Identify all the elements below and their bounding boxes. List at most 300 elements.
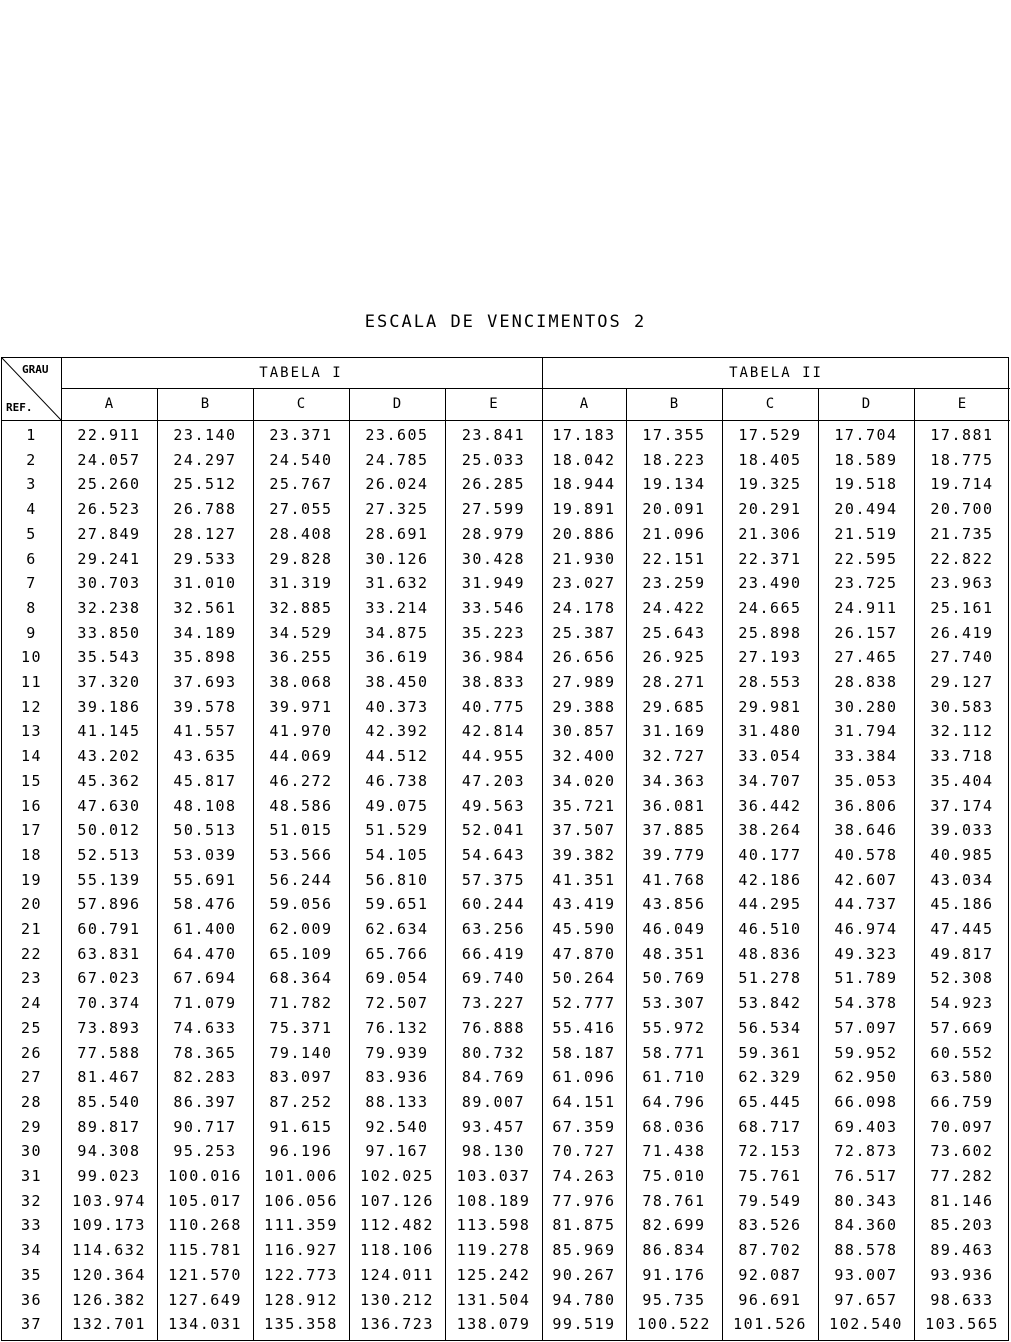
table-row — [2, 1214, 1010, 1237]
value-cell: 46.738 — [365, 771, 429, 790]
value-cell: 46.049 — [642, 920, 706, 938]
value-cell: 89.007 — [461, 1092, 526, 1111]
table-row — [2, 696, 1010, 719]
value-cell: 63.256 — [461, 920, 526, 938]
value-cell: 73.602 — [930, 1142, 994, 1161]
value-cell: 18.775 — [930, 450, 994, 469]
value-cell: 26.788 — [173, 500, 237, 519]
value-cell: 30.428 — [461, 549, 526, 568]
value-cell: 36.806 — [834, 796, 898, 815]
ref-cell: 27 — [20, 1068, 43, 1087]
table-row — [2, 770, 1010, 793]
column-header-tabela-1-b: B — [200, 396, 210, 412]
value-cell: 40.775 — [461, 697, 526, 716]
value-cell: 52.308 — [930, 969, 994, 988]
value-cell: 27.055 — [269, 500, 333, 519]
value-cell: 43.202 — [77, 747, 141, 766]
value-cell: 65.109 — [269, 944, 333, 963]
value-cell: 23.490 — [738, 574, 802, 593]
value-cell: 26.285 — [461, 475, 526, 494]
value-cell: 50.264 — [552, 969, 616, 988]
table-row — [2, 819, 1010, 842]
value-cell: 23.371 — [269, 426, 333, 444]
value-cell: 95.735 — [642, 1290, 706, 1309]
value-cell: 36.984 — [461, 648, 526, 667]
value-cell: 59.952 — [834, 1043, 898, 1062]
value-cell: 56.534 — [738, 1018, 802, 1037]
value-cell: 24.297 — [173, 450, 237, 469]
table-row — [2, 424, 1010, 447]
value-cell: 38.833 — [461, 673, 526, 691]
value-cell: 62.950 — [834, 1068, 898, 1087]
value-cell: 62.634 — [365, 920, 429, 938]
value-cell: 28.127 — [173, 524, 237, 543]
value-cell: 83.936 — [365, 1068, 429, 1087]
table-row — [2, 745, 1010, 768]
value-cell: 90.267 — [552, 1265, 616, 1284]
value-cell: 107.126 — [360, 1191, 434, 1210]
value-cell: 23.725 — [834, 574, 898, 593]
ref-cell: 15 — [20, 771, 43, 790]
value-cell: 78.365 — [173, 1043, 237, 1062]
value-cell: 58.187 — [552, 1043, 616, 1062]
value-cell: 42.186 — [738, 870, 802, 889]
value-cell: 17.183 — [552, 426, 616, 444]
value-cell: 119.278 — [456, 1241, 531, 1260]
value-cell: 41.557 — [173, 722, 237, 741]
value-cell: 98.633 — [930, 1290, 994, 1309]
column-header-tabela-2-a: A — [579, 396, 589, 412]
value-cell: 34.189 — [173, 623, 237, 642]
value-cell: 109.173 — [72, 1216, 146, 1235]
value-cell: 126.382 — [72, 1290, 146, 1309]
ref-cell: 13 — [20, 722, 43, 741]
value-cell: 43.635 — [173, 747, 237, 766]
value-cell: 29.685 — [642, 697, 706, 716]
value-cell: 29.533 — [173, 549, 237, 568]
ref-cell: 1 — [26, 426, 37, 444]
value-cell: 19.891 — [552, 500, 616, 519]
group-header-tabela-2: TABELA II — [729, 365, 823, 381]
value-cell: 37.174 — [930, 796, 994, 815]
value-cell: 50.012 — [77, 821, 141, 840]
value-cell: 53.842 — [738, 994, 802, 1013]
value-cell: 46.272 — [269, 771, 333, 790]
value-cell: 58.771 — [642, 1043, 706, 1062]
value-cell: 114.632 — [72, 1241, 146, 1260]
ref-cell: 31 — [20, 1167, 43, 1185]
value-cell: 19.325 — [738, 475, 802, 494]
value-cell: 72.507 — [365, 994, 429, 1013]
value-cell: 111.359 — [264, 1216, 338, 1235]
ref-cell: 36 — [20, 1290, 43, 1309]
value-cell: 79.140 — [269, 1043, 333, 1062]
value-cell: 27.325 — [365, 500, 429, 519]
ref-cell: 28 — [20, 1092, 43, 1111]
value-cell: 27.740 — [930, 648, 994, 667]
value-cell: 37.885 — [642, 821, 706, 840]
value-cell: 35.898 — [173, 648, 237, 667]
value-cell: 30.703 — [77, 574, 141, 593]
value-cell: 59.361 — [738, 1043, 802, 1062]
value-cell: 28.553 — [738, 673, 802, 691]
value-cell: 39.033 — [930, 821, 994, 840]
value-cell: 18.405 — [738, 450, 802, 469]
value-cell: 23.140 — [173, 426, 237, 444]
value-cell: 54.378 — [834, 994, 898, 1013]
value-cell: 81.467 — [77, 1068, 141, 1087]
value-cell: 65.445 — [738, 1092, 802, 1111]
value-cell: 70.097 — [930, 1117, 994, 1136]
value-cell: 76.132 — [365, 1018, 429, 1037]
value-cell: 49.817 — [930, 944, 994, 963]
value-cell: 45.590 — [552, 920, 616, 938]
value-cell: 51.278 — [738, 969, 802, 988]
value-cell: 47.203 — [461, 771, 526, 790]
value-cell: 52.777 — [552, 994, 616, 1013]
body-divider — [2, 420, 1010, 421]
value-cell: 33.384 — [834, 747, 898, 766]
value-cell: 42.392 — [365, 722, 429, 741]
value-cell: 74.633 — [173, 1018, 237, 1037]
table-row — [2, 1091, 1010, 1114]
table-row — [2, 473, 1010, 496]
value-cell: 118.106 — [360, 1241, 434, 1260]
value-cell: 46.974 — [834, 920, 898, 938]
value-cell: 63.831 — [77, 944, 141, 963]
value-cell: 122.773 — [264, 1265, 338, 1284]
value-cell: 64.470 — [173, 944, 237, 963]
ref-cell: 26 — [20, 1043, 43, 1062]
value-cell: 52.513 — [77, 845, 141, 864]
value-cell: 48.351 — [642, 944, 706, 963]
value-cell: 30.280 — [834, 697, 898, 716]
value-cell: 25.898 — [738, 623, 802, 642]
value-cell: 22.371 — [738, 549, 802, 568]
table-row — [2, 918, 1010, 941]
column-header-tabela-2-c: C — [765, 396, 775, 412]
value-cell: 91.176 — [642, 1265, 706, 1284]
value-cell: 25.260 — [77, 475, 141, 494]
value-cell: 35.543 — [77, 648, 141, 667]
value-cell: 40.578 — [834, 845, 898, 864]
value-cell: 30.857 — [552, 722, 616, 741]
value-cell: 77.282 — [930, 1167, 994, 1185]
value-cell: 54.643 — [461, 845, 526, 864]
value-cell: 48.586 — [269, 796, 333, 815]
value-cell: 58.476 — [173, 895, 237, 914]
table-row — [2, 943, 1010, 966]
value-cell: 59.056 — [269, 895, 333, 914]
value-cell: 32.727 — [642, 747, 706, 766]
value-cell: 31.319 — [269, 574, 333, 593]
value-cell: 83.526 — [738, 1216, 802, 1235]
value-cell: 60.244 — [461, 895, 526, 914]
value-cell: 56.810 — [365, 870, 429, 889]
value-cell: 33.718 — [930, 747, 994, 766]
value-cell: 83.097 — [269, 1068, 333, 1087]
value-cell: 66.759 — [930, 1092, 994, 1111]
table-row — [2, 893, 1010, 916]
value-cell: 37.320 — [77, 673, 141, 691]
value-cell: 72.153 — [738, 1142, 802, 1161]
value-cell: 62.009 — [269, 920, 333, 938]
value-cell: 81.875 — [552, 1216, 616, 1235]
value-cell: 68.364 — [269, 969, 333, 988]
value-cell: 32.561 — [173, 598, 237, 617]
value-cell: 28.979 — [461, 524, 526, 543]
value-cell: 47.630 — [77, 796, 141, 815]
value-cell: 73.893 — [77, 1018, 141, 1037]
value-cell: 45.817 — [173, 771, 237, 790]
value-cell: 67.359 — [552, 1117, 616, 1136]
value-cell: 59.651 — [365, 895, 429, 914]
table-row — [2, 1017, 1010, 1040]
value-cell: 42.607 — [834, 870, 898, 889]
value-cell: 54.105 — [365, 845, 429, 864]
table-row — [2, 548, 1010, 571]
value-cell: 80.732 — [461, 1043, 526, 1062]
table-row — [2, 523, 1010, 546]
value-cell: 108.189 — [456, 1191, 531, 1210]
value-cell: 40.985 — [930, 845, 994, 864]
value-cell: 41.970 — [269, 722, 333, 741]
value-cell: 84.769 — [461, 1068, 526, 1087]
value-cell: 40.373 — [365, 697, 429, 716]
value-cell: 79.939 — [365, 1043, 429, 1062]
value-cell: 57.669 — [930, 1018, 994, 1037]
value-cell: 47.445 — [930, 920, 994, 938]
value-cell: 85.203 — [930, 1216, 994, 1235]
value-cell: 52.041 — [461, 821, 526, 840]
value-cell: 125.242 — [456, 1265, 531, 1284]
value-cell: 17.529 — [738, 426, 802, 444]
value-cell: 106.056 — [264, 1191, 338, 1210]
value-cell: 39.382 — [552, 845, 616, 864]
value-cell: 80.343 — [834, 1191, 898, 1210]
ref-cell: 20 — [20, 895, 43, 914]
table-row — [2, 967, 1010, 990]
value-cell: 31.632 — [365, 574, 429, 593]
value-cell: 26.024 — [365, 475, 429, 494]
table-row — [2, 1313, 1010, 1336]
column-header-tabela-2-d: D — [861, 396, 871, 412]
value-cell: 21.735 — [930, 524, 994, 543]
value-cell: 64.796 — [642, 1092, 706, 1111]
value-cell: 36.619 — [365, 648, 429, 667]
value-cell: 77.976 — [552, 1191, 616, 1210]
value-cell: 43.856 — [642, 895, 706, 914]
ref-cell: 37 — [20, 1315, 43, 1334]
column-header-tabela-1-a: A — [104, 396, 114, 412]
value-cell: 50.769 — [642, 969, 706, 988]
value-cell: 39.971 — [269, 697, 333, 716]
value-cell: 18.944 — [552, 475, 616, 494]
value-cell: 97.167 — [365, 1142, 429, 1161]
value-cell: 70.727 — [552, 1142, 616, 1161]
value-cell: 86.397 — [173, 1092, 237, 1111]
value-cell: 136.723 — [360, 1315, 434, 1334]
value-cell: 35.223 — [461, 623, 526, 642]
value-cell: 41.351 — [552, 870, 616, 889]
value-cell: 85.969 — [552, 1241, 616, 1260]
ref-cell: 23 — [20, 969, 43, 988]
column-header-tabela-2-e: E — [957, 396, 967, 412]
value-cell: 51.529 — [365, 821, 429, 840]
value-cell: 132.701 — [72, 1315, 146, 1334]
value-cell: 61.400 — [173, 920, 237, 938]
value-cell: 68.036 — [642, 1117, 706, 1136]
value-cell: 46.510 — [738, 920, 802, 938]
value-cell: 61.710 — [642, 1068, 706, 1087]
value-cell: 49.075 — [365, 796, 429, 815]
ref-label: REF. — [6, 401, 33, 414]
value-cell: 128.912 — [264, 1290, 338, 1309]
value-cell: 34.875 — [365, 623, 429, 642]
value-cell: 87.252 — [269, 1092, 333, 1111]
table-row — [2, 1190, 1010, 1213]
value-cell: 36.081 — [642, 796, 706, 815]
value-cell: 18.223 — [642, 450, 706, 469]
value-cell: 97.657 — [834, 1290, 898, 1309]
value-cell: 19.714 — [930, 475, 994, 494]
value-cell: 93.007 — [834, 1265, 898, 1284]
value-cell: 93.457 — [461, 1117, 526, 1136]
value-cell: 24.540 — [269, 450, 333, 469]
value-cell: 20.291 — [738, 500, 802, 519]
table-row — [2, 1289, 1010, 1312]
ref-cell: 16 — [20, 796, 43, 815]
value-cell: 20.494 — [834, 500, 898, 519]
value-cell: 27.989 — [552, 673, 616, 691]
value-cell: 71.782 — [269, 994, 333, 1013]
value-cell: 120.364 — [72, 1265, 146, 1284]
value-cell: 24.057 — [77, 450, 141, 469]
value-cell: 24.785 — [365, 450, 429, 469]
value-cell: 41.145 — [77, 722, 141, 741]
ref-cell: 24 — [20, 994, 43, 1013]
value-cell: 57.097 — [834, 1018, 898, 1037]
value-cell: 51.015 — [269, 821, 333, 840]
value-cell: 68.717 — [738, 1117, 802, 1136]
value-cell: 23.841 — [461, 426, 526, 444]
table-row — [2, 671, 1010, 694]
value-cell: 45.186 — [930, 895, 994, 914]
value-cell: 36.442 — [738, 796, 802, 815]
value-cell: 55.691 — [173, 870, 237, 889]
table-row — [2, 844, 1010, 867]
table-row — [2, 572, 1010, 595]
column-header-tabela-1-e: E — [489, 396, 498, 412]
ref-cell: 8 — [26, 598, 37, 617]
value-cell: 38.264 — [738, 821, 802, 840]
ref-cell: 4 — [26, 500, 37, 519]
value-cell: 24.178 — [552, 598, 616, 617]
value-cell: 55.972 — [642, 1018, 706, 1037]
value-cell: 76.517 — [834, 1167, 898, 1185]
value-cell: 28.691 — [365, 524, 429, 543]
value-cell: 94.308 — [77, 1142, 141, 1161]
ref-cell: 14 — [20, 747, 43, 766]
value-cell: 115.781 — [168, 1241, 242, 1260]
value-cell: 23.605 — [365, 426, 429, 444]
value-cell: 17.704 — [834, 426, 898, 444]
value-cell: 89.817 — [77, 1117, 141, 1136]
ref-cell: 32 — [20, 1191, 43, 1210]
value-cell: 21.306 — [738, 524, 802, 543]
value-cell: 22.151 — [642, 549, 706, 568]
value-cell: 38.450 — [365, 673, 429, 691]
ref-cell: 11 — [20, 673, 43, 691]
value-cell: 67.694 — [173, 969, 237, 988]
value-cell: 22.822 — [930, 549, 994, 568]
value-cell: 25.387 — [552, 623, 616, 642]
value-cell: 70.374 — [77, 994, 141, 1013]
value-cell: 60.791 — [77, 920, 141, 938]
value-cell: 27.193 — [738, 648, 802, 667]
value-cell: 28.271 — [642, 673, 706, 691]
table-row — [2, 646, 1010, 669]
value-cell: 44.737 — [834, 895, 898, 914]
value-cell: 127.649 — [168, 1290, 242, 1309]
value-cell: 25.512 — [173, 475, 237, 494]
value-cell: 44.069 — [269, 747, 333, 766]
column-header-tabela-2-b: B — [669, 396, 679, 412]
value-cell: 100.016 — [168, 1167, 242, 1185]
value-cell: 23.963 — [930, 574, 994, 593]
page-title: ESCALA DE VENCIMENTOS 2 — [364, 312, 647, 332]
value-cell: 60.552 — [930, 1043, 994, 1062]
value-cell: 53.566 — [269, 845, 333, 864]
value-cell: 31.169 — [642, 722, 706, 741]
ref-cell: 6 — [26, 549, 37, 568]
value-cell: 44.512 — [365, 747, 429, 766]
value-cell: 32.400 — [552, 747, 616, 766]
ref-cell: 17 — [20, 821, 43, 840]
value-cell: 43.419 — [552, 895, 616, 914]
value-cell: 37.693 — [173, 673, 237, 691]
value-cell: 39.779 — [642, 845, 706, 864]
value-cell: 19.134 — [642, 475, 706, 494]
table-row — [2, 1239, 1010, 1262]
value-cell: 37.507 — [552, 821, 616, 840]
ref-cell: 7 — [26, 574, 37, 593]
ref-cell: 5 — [26, 524, 37, 543]
table-row — [2, 869, 1010, 892]
value-cell: 42.814 — [461, 722, 526, 741]
value-cell: 116.927 — [264, 1241, 338, 1260]
value-cell: 71.079 — [173, 994, 237, 1013]
value-cell: 31.480 — [738, 722, 802, 741]
table-row — [2, 1042, 1010, 1065]
value-cell: 89.463 — [930, 1241, 994, 1260]
value-cell: 91.615 — [269, 1117, 333, 1136]
value-cell: 74.263 — [552, 1167, 616, 1185]
value-cell: 24.665 — [738, 598, 802, 617]
value-cell: 21.096 — [642, 524, 706, 543]
value-cell: 92.540 — [365, 1117, 429, 1136]
value-cell: 103.037 — [456, 1167, 531, 1185]
value-cell: 95.253 — [173, 1142, 237, 1161]
value-cell: 75.010 — [642, 1167, 706, 1185]
value-cell: 49.563 — [461, 796, 526, 815]
value-cell: 110.268 — [168, 1216, 242, 1235]
value-cell: 23.259 — [642, 574, 706, 593]
value-cell: 124.011 — [360, 1265, 434, 1284]
value-cell: 35.721 — [552, 796, 616, 815]
table-row — [2, 1140, 1010, 1163]
value-cell: 19.518 — [834, 475, 898, 494]
